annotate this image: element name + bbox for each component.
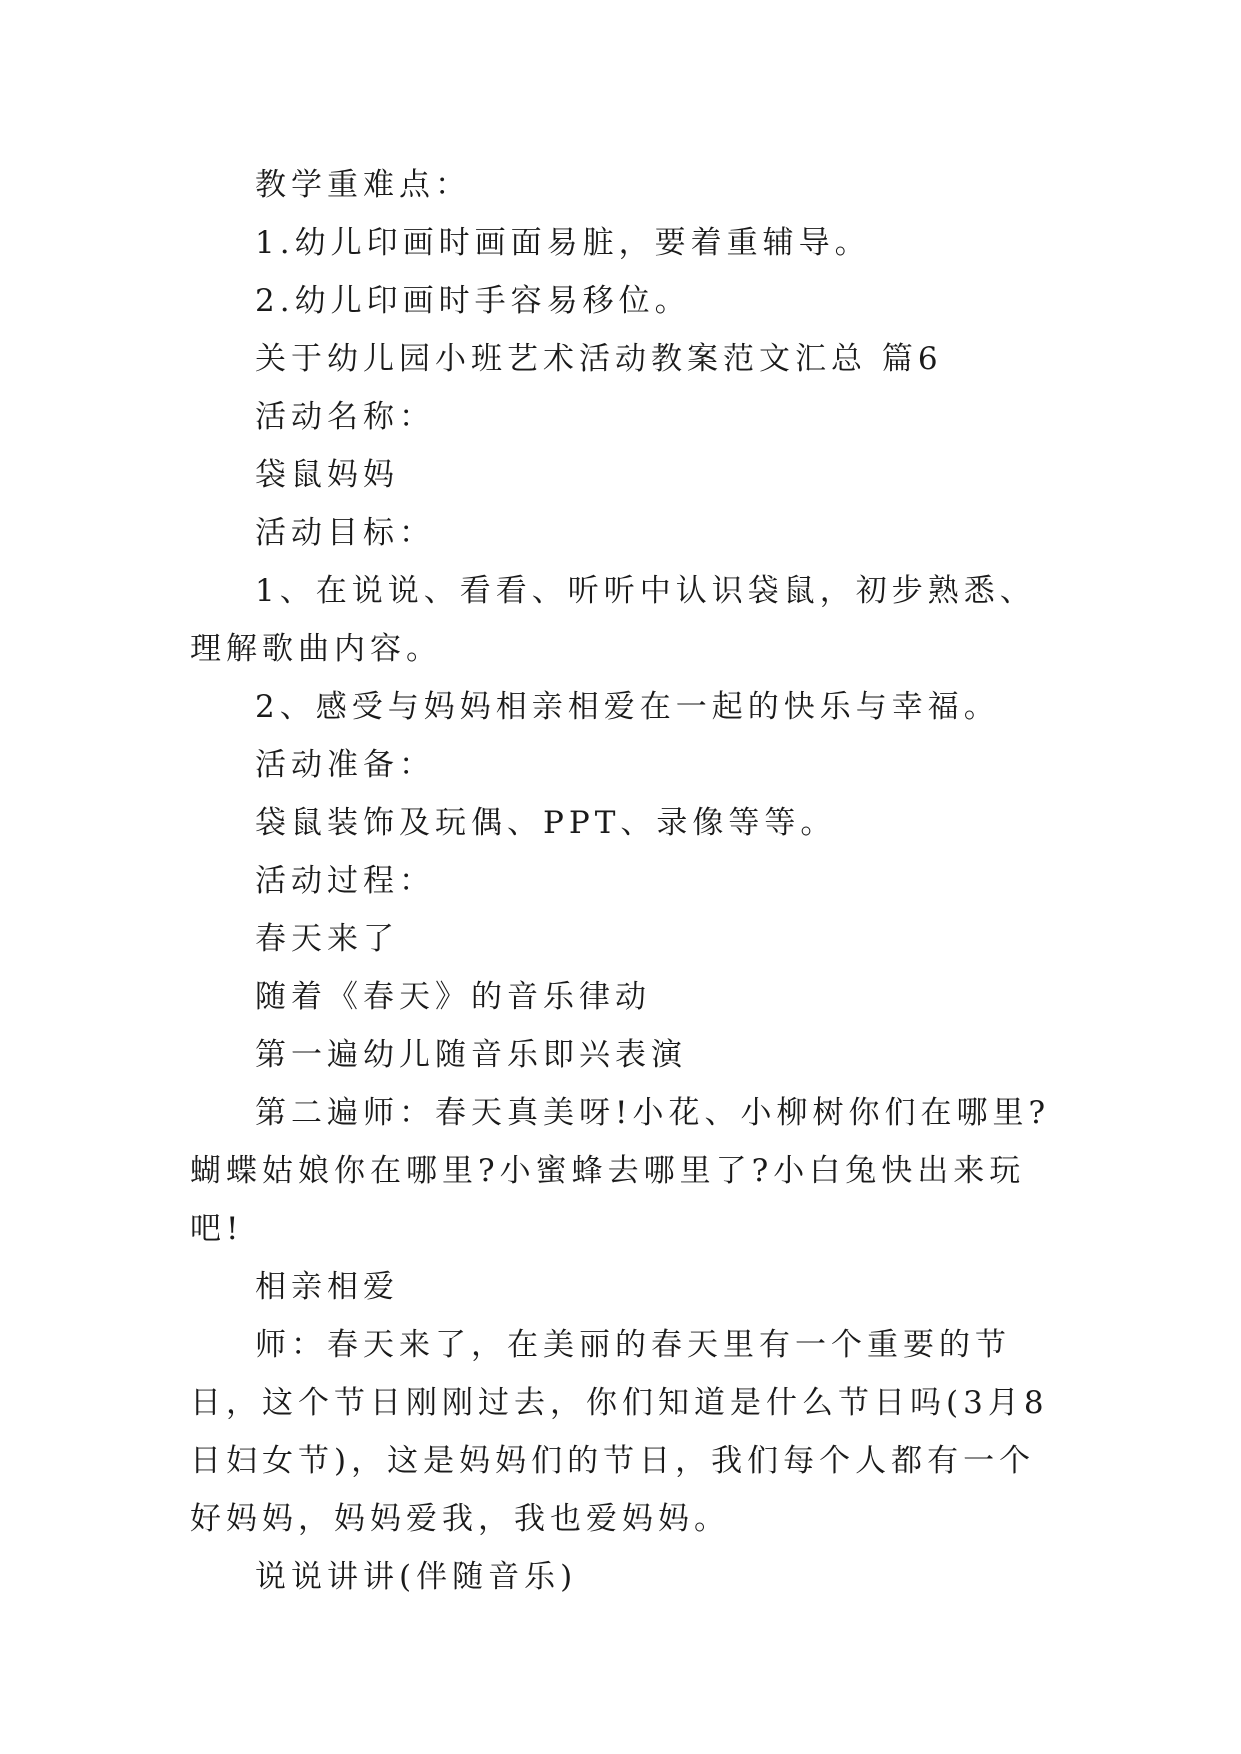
document-body xyxy=(190,156,1060,1606)
paragraph-activity-name: 袋鼠妈妈 xyxy=(255,457,399,493)
paragraph-love-each-other: 相亲相爱 xyxy=(255,1269,399,1305)
paragraph-second-round: 第二遍师：春天真美呀!小花、小柳树你们在哪里?蝴蝶姑娘你在哪里?小蜜蜂去哪里了?小白兔快出来玩吧! xyxy=(190,1095,1051,1247)
paragraph-preparation-heading: 活动准备： xyxy=(255,747,435,783)
paragraph-goal-2: 2、感受与妈妈相亲相爱在一起的快乐与幸福。 xyxy=(255,689,1000,725)
paragraph-activity-goals-heading: 活动目标： xyxy=(255,515,435,551)
paragraph-preparation: 袋鼠装饰及玩偶、PPT、录像等等。 xyxy=(255,805,837,841)
paragraph-process-heading: 活动过程： xyxy=(255,863,435,899)
paragraph-difficulty-2: 2.幼儿印画时手容易移位。 xyxy=(255,283,691,319)
paragraph-teaching-difficulties-heading: 教学重难点： xyxy=(255,167,471,203)
paragraph-section-title: 关于幼儿园小班艺术活动教案范文汇总 篇6 xyxy=(255,341,943,377)
paragraph-activity-name-heading: 活动名称： xyxy=(255,399,435,435)
paragraph-first-round: 第一遍幼儿随音乐即兴表演 xyxy=(255,1037,687,1073)
paragraph-music-movement: 随着《春天》的音乐律动 xyxy=(255,979,651,1015)
paragraph-teacher-talk: 师：春天来了，在美丽的春天里有一个重要的节日，这个节日刚刚过去，你们知道是什么节日吗(3月8日妇女节)，这是妈妈们的节日，我们每个人都有一个好妈妈，妈妈爱我，我也爱妈妈。 xyxy=(190,1327,1049,1537)
paragraph-difficulty-1: 1.幼儿印画时画面易脏，要着重辅导。 xyxy=(255,225,871,261)
paragraph-goal-1: 1、在说说、看看、听听中认识袋鼠，初步熟悉、理解歌曲内容。 xyxy=(190,573,1036,667)
paragraph-talk-with-music: 说说讲讲(伴随音乐) xyxy=(255,1559,578,1595)
paragraph-spring-is-here: 春天来了 xyxy=(255,921,399,957)
